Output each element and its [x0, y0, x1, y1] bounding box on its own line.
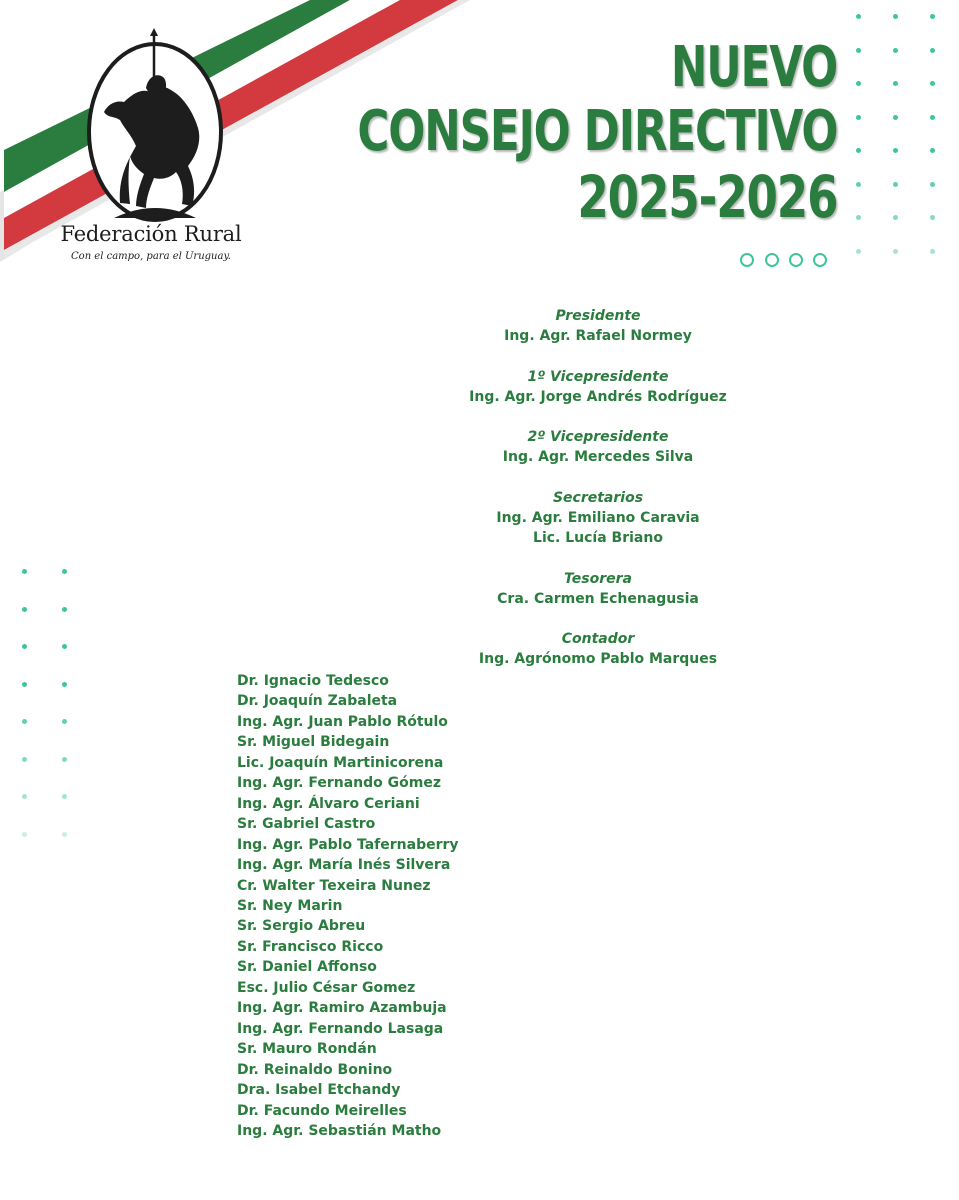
role-person: Lic. Lucía Briano — [533, 530, 663, 546]
role-title: 2º Vicepresidente — [527, 429, 669, 445]
role-block — [430, 367, 766, 408]
decorative-dot — [62, 682, 67, 687]
title-line-2: CONSEJO DIRECTIVO — [356, 99, 837, 164]
board-members-list — [237, 671, 459, 1141]
role-block — [430, 427, 766, 468]
decorative-dot — [893, 182, 898, 187]
role-title: Tesorera — [564, 570, 632, 587]
decorative-dot — [22, 794, 27, 799]
decorative-dot — [893, 48, 898, 53]
federacion-rural-logo-emblem — [84, 28, 226, 223]
title-line-1: NUEVO — [670, 35, 837, 100]
member-item: Dr. Ignacio Tedesco — [237, 673, 389, 689]
decorative-dot — [856, 115, 861, 120]
decorative-dot — [930, 182, 935, 187]
member-item: Ing. Agr. Fernando Lasaga — [237, 1020, 444, 1037]
member-item: Sr. Miguel Bidegain — [237, 734, 390, 751]
decorative-dot — [893, 14, 898, 19]
decorative-dot — [930, 249, 935, 254]
member-item: Ing. Agr. Fernando Gómez — [237, 775, 441, 792]
decorative-dot — [856, 14, 861, 19]
role-title: Presidente — [555, 308, 641, 324]
role-block — [430, 306, 766, 347]
role-title: 1º Vicepresidente — [527, 368, 669, 385]
decorative-dot — [62, 719, 67, 724]
decorative-dot — [930, 81, 935, 86]
decorative-dot — [930, 48, 935, 53]
decorative-dot — [856, 148, 861, 153]
decorative-dot — [856, 48, 861, 53]
decorative-dot — [930, 148, 935, 153]
member-item: Ing. Agr. Pablo Tafernaberry — [237, 836, 459, 853]
decorative-dot — [893, 115, 898, 120]
member-item: Ing. Agr. Álvaro Ceriani — [237, 795, 420, 812]
member-item: Lic. Joaquín Martinicorena — [237, 754, 444, 771]
board-officers — [430, 306, 766, 690]
role-person: Ing. Agr. Emiliano Caravia — [496, 509, 700, 526]
decorative-dot — [893, 215, 898, 220]
role-person: Ing. Agr. Mercedes Silva — [502, 449, 694, 465]
member-item: Dr. Joaquín Zabaleta — [237, 693, 398, 710]
member-item: Sr. Mauro Rondán — [237, 1041, 377, 1058]
role-person: Ing. Agrónomo Pablo Marques — [478, 651, 718, 667]
member-item: Sr. Ney Marin — [237, 897, 343, 914]
decorative-dot — [893, 249, 898, 254]
decorative-dot — [893, 148, 898, 153]
decorative-dot — [893, 81, 898, 86]
role-block — [430, 569, 766, 610]
decorative-dot — [62, 644, 67, 649]
decorative-dot — [22, 757, 27, 762]
role-person: Cra. Carmen Echenagusia — [497, 590, 699, 607]
decorative-dot — [856, 249, 861, 254]
role-person: Ing. Agr. Rafael Normey — [504, 328, 692, 344]
decorative-dot — [62, 794, 67, 799]
decorative-dot — [856, 81, 861, 86]
role-person: Ing. Agr. Jorge Andrés Rodríguez — [469, 388, 727, 405]
decorative-dot — [22, 719, 27, 724]
role-block — [430, 488, 766, 549]
member-item: Dra. Isabel Etchandy — [237, 1082, 401, 1099]
decorative-dot — [22, 682, 27, 687]
decorative-dot — [856, 182, 861, 187]
member-item: Sr. Francisco Ricco — [237, 938, 384, 955]
org-slogan: Con el campo, para el Uruguay. — [71, 251, 231, 262]
role-block — [430, 629, 766, 670]
decorative-dot — [22, 607, 27, 612]
member-item: Dr. Reinaldo Bonino — [237, 1061, 393, 1078]
decorative-dot — [62, 832, 67, 837]
decorative-dot — [930, 14, 935, 19]
decorative-dot — [22, 569, 27, 574]
member-item: Dr. Facundo Meirelles — [237, 1102, 407, 1119]
decorative-dot — [930, 115, 935, 120]
decorative-dot — [62, 607, 67, 612]
member-item: Ing. Agr. Juan Pablo Rótulo — [237, 713, 448, 730]
org-name: Federación Rural — [60, 222, 242, 246]
member-item: Sr. Sergio Abreu — [237, 918, 366, 935]
member-item: Sr. Daniel Affonso — [237, 959, 377, 976]
role-title: Secretarios — [552, 489, 644, 506]
decorative-dot — [22, 832, 27, 837]
member-item: Ing. Agr. Ramiro Azambuja — [237, 1000, 447, 1017]
decorative-dot — [62, 757, 67, 762]
member-item: Cr. Walter Texeira Nunez — [237, 877, 431, 894]
role-title: Contador — [561, 631, 635, 647]
decorative-dot — [930, 215, 935, 220]
decorative-dot — [22, 644, 27, 649]
member-item: Sr. Gabriel Castro — [237, 816, 376, 833]
member-item: Ing. Agr. María Inés Silvera — [237, 857, 451, 874]
title-line-3: 2025-2026 — [576, 163, 837, 231]
member-item: Esc. Julio César Gomez — [237, 979, 416, 996]
member-item: Ing. Agr. Sebastián Matho — [237, 1122, 442, 1139]
decorative-dot — [62, 569, 67, 574]
decorative-dot — [856, 215, 861, 220]
